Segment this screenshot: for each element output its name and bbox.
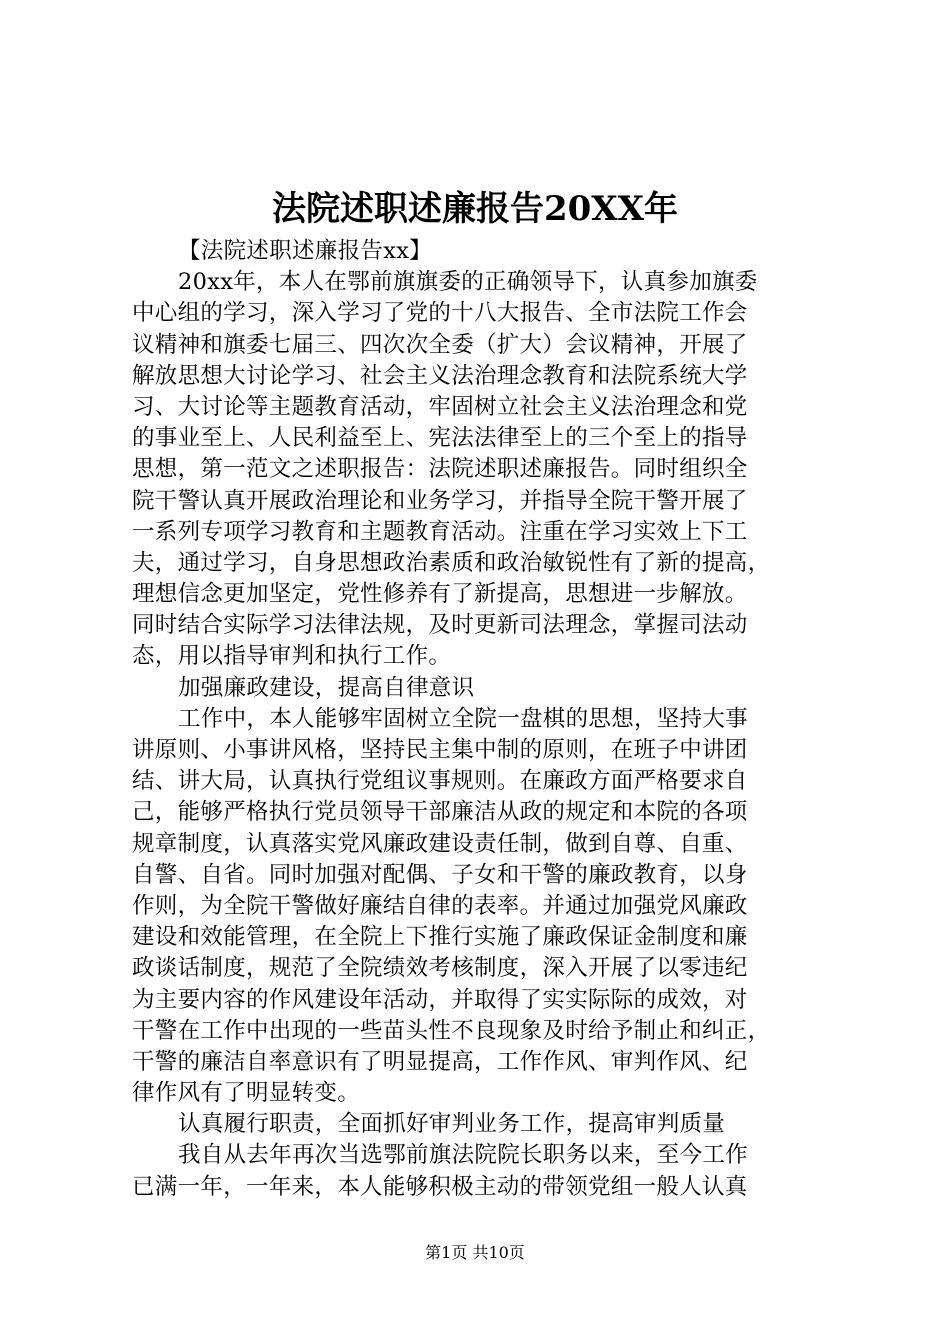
paragraph-line: 一系列专项学习教育和主题教育活动。注重在学习实效上下工 <box>132 518 748 545</box>
paragraph-line: 理想信念更加坚定，党性修养有了新提高，思想进一步解放。 <box>132 581 748 608</box>
paragraph-line: 解放思想大讨论学习、社会主义法治理念教育和法院系统大学 <box>132 362 748 389</box>
paragraph-line: 的事业至上、人民利益至上、宪法法律至上的三个至上的指导 <box>132 425 748 452</box>
page-number-footer: 第1页 共10页 <box>425 1243 525 1262</box>
document-body <box>132 236 832 1203</box>
paragraph-line: 建设和效能管理，在全院上下推行实施了廉政保证金制度和廉 <box>132 924 748 951</box>
paragraph-line: 作则，为全院干警做好廉结自律的表率。并通过加强党风廉政 <box>132 892 748 919</box>
paragraph-line: 自警、自省。同时加强对配偶、子女和干警的廉政教育，以身 <box>132 861 748 888</box>
paragraph-line: 议精神和旗委七届三、四次次全委（扩大）会议精神，开展了 <box>132 331 748 358</box>
paragraph-line: 中心组的学习，深入学习了党的十八大报告、全市法院工作会 <box>132 300 748 327</box>
section-heading: 加强廉政建设，提高自律意识 <box>178 674 475 701</box>
paragraph-line: 己，能够严格执行党员领导干部廉洁从政的规定和本院的各项 <box>132 799 748 826</box>
paragraph-line: 同时结合实际学习法律法规，及时更新司法理念，掌握司法动 <box>132 612 748 639</box>
document-title: 法院述职述廉报告20XX年 <box>271 189 679 229</box>
paragraph-line: 干警在工作中出现的一些苗头性不良现象及时给予制止和纠正， <box>132 1017 771 1044</box>
paragraph-line: 夫，通过学习，自身思想政治素质和政治敏锐性有了新的提高， <box>132 549 771 576</box>
paragraph-line: 讲原则、小事讲风格，坚持民主集中制的原则，在班子中讲团 <box>132 737 748 763</box>
paragraph-line: 院干警认真开展政治理论和业务学习，并指导全院干警开展了 <box>132 487 748 514</box>
paragraph-line: 结、讲大局，认真执行党组议事规则。在廉政方面严格要求自 <box>132 768 748 795</box>
paragraph-line: 工作中，本人能够牢固树立全院一盘棋的思想，坚持大事 <box>178 705 749 732</box>
paragraph-line: 政谈话制度，规范了全院绩效考核制度，深入开展了以零违纪 <box>132 955 748 982</box>
section-heading: 认真履行职责，全面抓好审判业务工作，提高审判质量 <box>178 1111 726 1138</box>
paragraph-line: 律作风有了明显转变。 <box>132 1080 361 1107</box>
paragraph-line: 已满一年，一年来，本人能够积极主动的带领党组一般人认真 <box>132 1173 748 1200</box>
paragraph-line: 思想，第一范文之述职报告：法院述职述廉报告。同时组织全 <box>132 456 748 483</box>
paragraph-line: 【法院述职述廉报告xx】 <box>178 238 432 264</box>
paragraph-line: 我自从去年再次当选鄂前旗法院院长职务以来，至今工作 <box>178 1142 749 1169</box>
paragraph-line: 规章制度，认真落实党风廉政建设责任制，做到自尊、自重、 <box>132 830 748 857</box>
paragraph-line: 干警的廉洁自率意识有了明显提高，工作作风、审判作风、纪 <box>132 1048 748 1075</box>
paragraph-line: 习、大讨论等主题教育活动，牢固树立社会主义法治理念和党 <box>132 393 748 420</box>
paragraph-line: 态，用以指导审判和执行工作。 <box>132 643 452 670</box>
paragraph-line: 20xx年，本人在鄂前旗旗委的正确领导下，认真参加旗委 <box>178 269 758 296</box>
paragraph-line: 为主要内容的作风建设年活动，并取得了实实际际的成效，对 <box>132 986 748 1013</box>
